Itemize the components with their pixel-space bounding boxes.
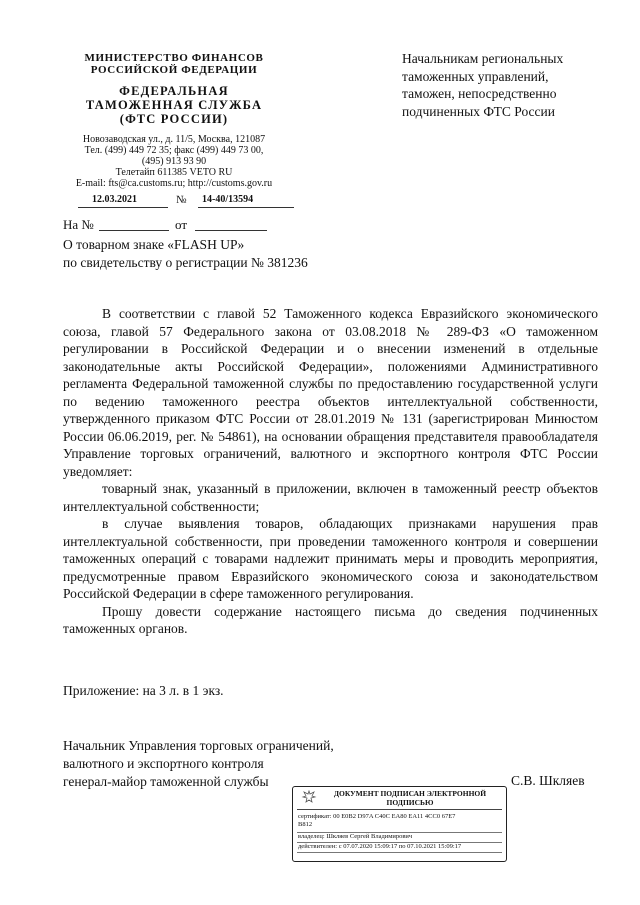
body-paragraph-1: В соответствии с главой 52 Таможенного кодекса Евразийского экономического союза, главой 57 Федерального закона от 03.08.2018 № 289-ФЗ «О таможенном регулировании в Российской Федерации и о внесении изменений в отдельные законодательные акты Российской Федерации», положениями Административного регламента Федеральной таможенной службы по предоставлению государственной услуги по ведению таможенного реестра объектов интеллектуальной собственности, утвержденного приказом ФТС России от 28.01.2019 № 131 (зарегистрирован Минюстом России 06.06.2019, рег. № 54861), на основании обращения представителя правообладателя Управление торговых ограничений, валютного и экспортного контроля ФТС России уведомляет: xyxy=(63,306,598,479)
address-line1: Новозаводская ул., д. 11/5, Москва, 121087 xyxy=(82,134,266,145)
letter-subject xyxy=(63,236,308,272)
stamp-validity: действителен: с 07.07.2020 15:09:17 по 07.10.2021 15:09:17 xyxy=(298,843,462,850)
stamp-title-line1: ДОКУМЕНТ ПОДПИСАН ЭЛЕКТРОННОЙ xyxy=(333,789,487,798)
registration-date: 12.03.2021 xyxy=(92,194,137,205)
stamp-owner: владелец: Шкляев Сергей Владимирович xyxy=(298,833,413,840)
stamp-certificate xyxy=(298,813,503,829)
fts-line1: ФЕДЕРАЛЬНАЯ xyxy=(119,84,229,98)
signer-line3: генерал-майор таможенной службы xyxy=(63,774,269,789)
address-block xyxy=(64,134,284,189)
reference-ot-label: от xyxy=(175,217,188,232)
stamp-cert-line2: B812 xyxy=(298,821,313,828)
reference-line xyxy=(63,217,283,233)
fts-name xyxy=(64,84,284,126)
stamp-title xyxy=(317,789,503,807)
subject-line1: О товарном знаке «FLASH UP» xyxy=(63,237,245,252)
address-line5: E-mail: fts@ca.customs.ru; http://customs.gov.ru xyxy=(75,178,273,189)
letter-body xyxy=(63,305,598,638)
number-sign: № xyxy=(176,194,187,206)
eagle-emblem-icon xyxy=(300,790,318,806)
address-line4: Телетайп 611385 VETO RU xyxy=(115,167,233,178)
number-underline xyxy=(198,207,294,208)
fts-line2: ТАМОЖЕННАЯ СЛУЖБА xyxy=(85,98,263,112)
body-paragraph-4: Прошу довести содержание настоящего письма до сведения подчиненных таможенных органов. xyxy=(63,603,598,636)
registration-number: 14-40/13594 xyxy=(202,194,254,205)
fts-line3: (ФТС РОССИИ) xyxy=(119,112,229,126)
signer-line2: валютного и экспортного контроля xyxy=(63,756,264,771)
addressee-line4: подчиненных ФТС России xyxy=(402,103,555,119)
addressee-line2: таможенных управлений, xyxy=(402,68,549,84)
reference-na-label: На № xyxy=(63,217,94,232)
addressee-line1: Начальникам региональных xyxy=(402,51,564,66)
appendix-note: Приложение: на 3 л. в 1 экз. xyxy=(63,683,224,698)
registration-line xyxy=(64,194,304,210)
body-paragraph-2: товарный знак, указанный в приложении, включен в таможенный реестр объектов интеллектуальной собственности; xyxy=(63,481,598,514)
signer-block xyxy=(63,737,393,791)
stamp-divider-3 xyxy=(297,852,502,853)
addressee-line3: таможен, непосредственно xyxy=(402,86,557,101)
reference-number-blank xyxy=(99,230,169,231)
signer-name: С.В. Шкляев xyxy=(511,773,585,788)
address-line3: (495) 913 93 90 xyxy=(141,156,207,167)
ministry-line2: РОССИЙСКОЙ ФЕДЕРАЦИИ xyxy=(90,64,258,76)
body-paragraph-3: в случае выявления товаров, обладающих признаками нарушения прав интеллектуальной собственности, при проведении таможенного контроля и совершении таможенных операций с товарами надлежит принимать меры и проводить мероприятия, предусмотренные правом Евразийского экономического союза и законодательством Российской Федерации в сфере таможенного регулирования. xyxy=(63,516,598,601)
stamp-title-line2: ПОДПИСЬЮ xyxy=(386,798,434,807)
address-line2: Тел. (499) 449 72 35; факс (499) 449 73 00, xyxy=(84,145,264,156)
ministry-line1: МИНИСТЕРСТВО ФИНАНСОВ xyxy=(84,52,264,64)
date-underline xyxy=(78,207,168,208)
reference-date-blank xyxy=(195,230,267,231)
addressee-block xyxy=(402,50,622,120)
electronic-signature-stamp xyxy=(292,786,507,862)
subject-line2: по свидетельству о регистрации № 381236 xyxy=(63,255,308,270)
stamp-cert-line1: сертификат: 00 E0B2 D97A C40C EA80 EA11 4CC0 67E7 xyxy=(298,813,456,820)
signer-line1: Начальник Управления торговых ограничений, xyxy=(63,738,334,753)
ministry-header xyxy=(64,52,284,189)
stamp-separator xyxy=(297,809,502,810)
